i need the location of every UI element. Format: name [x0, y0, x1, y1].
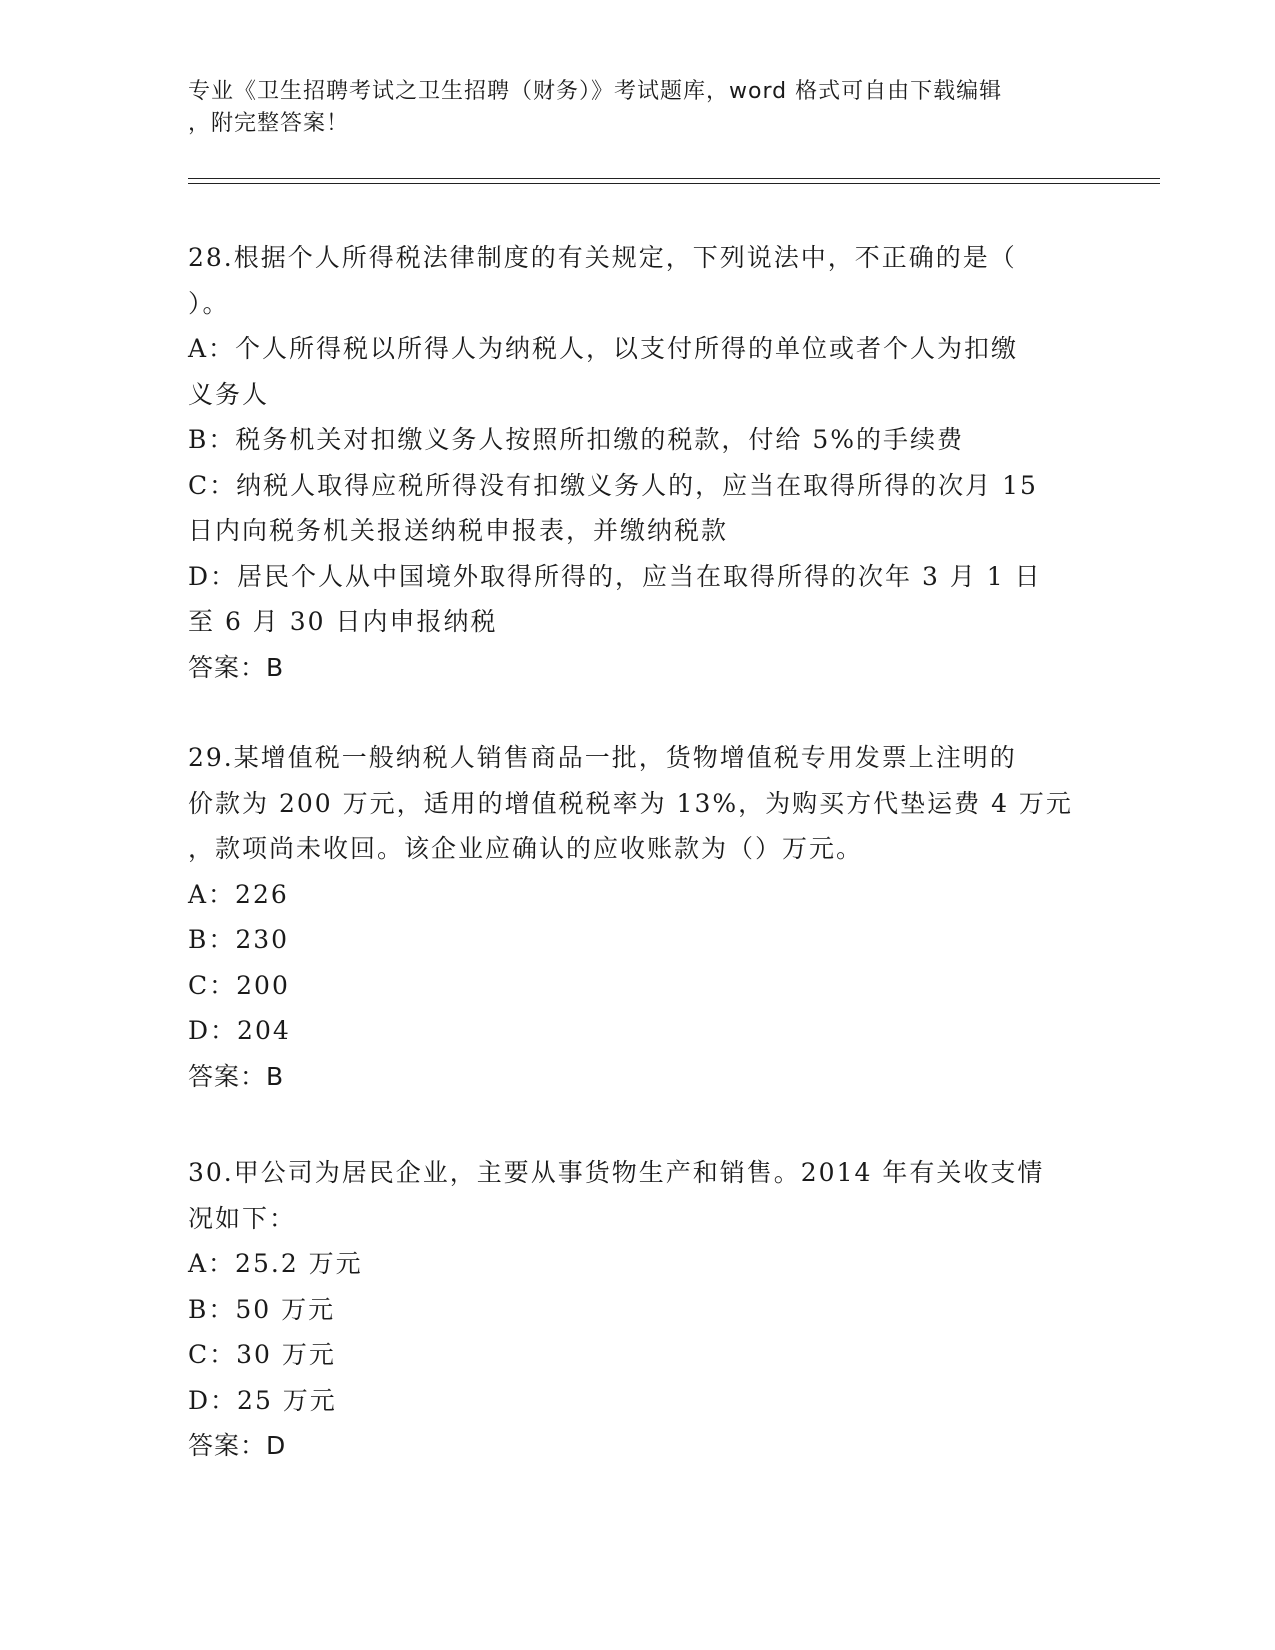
question-stem-line: 30.甲公司为居民企业，主要从事货物生产和销售。2014 年有关收支情 [188, 1158, 1045, 1187]
option-a: A：25.2 万元 [188, 1249, 363, 1278]
header-line-1: 专业《卫生招聘考试之卫生招聘（财务）》考试题库，word 格式可自由下载编辑 [188, 79, 1003, 104]
answer-label: 答案：B [188, 1061, 285, 1091]
option-a-line: A：个人所得税以所得人为纳税人，以支付所得的单位或者个人为扣缴 [188, 334, 1019, 363]
question-stem-line: 29.某增值税一般纳税人销售商品一批，货物增值税专用发票上注明的 [188, 743, 1017, 772]
option-c: C：200 [188, 970, 290, 1000]
option-c-line: C：纳税人取得应税所得没有扣缴义务人的，应当在取得所得的次月 15 [188, 470, 1038, 500]
option-c-line: 日内向税务机关报送纳税申报表，并缴纳税款 [188, 516, 729, 545]
option-a: A：226 [188, 879, 289, 909]
question-28 [188, 235, 1088, 690]
question-stem-line: 价款为 200 万元，适用的增值税税率为 13%，为购买方代垫运费 4 万元 [188, 788, 1073, 818]
question-stem-line: ）。 [188, 288, 230, 318]
option-d: D：25 万元 [188, 1385, 337, 1415]
question-stem-line: 况如下： [188, 1203, 297, 1233]
header-line-2: ，附完整答案！ [188, 111, 350, 136]
option-b: B：230 [188, 925, 290, 954]
question-stem-line: ，款项尚未收回。该企业应确认的应收账款为（）万元。 [188, 834, 864, 863]
option-d-line: 至 6 月 30 日内申报纳税 [188, 607, 498, 636]
option-a-line: 义务人 [188, 379, 270, 409]
answer-label: 答案：B [188, 652, 285, 682]
option-d-line: D：居民个人从中国境外取得所得的，应当在取得所得的次年 3 月 1 日 [188, 561, 1042, 591]
question-stem-line: 28.根据个人所得税法律制度的有关规定，下列说法中，不正确的是（ [188, 243, 1017, 272]
header-divider-top [188, 178, 1160, 179]
option-b: B：50 万元 [188, 1294, 336, 1324]
question-30 [188, 1150, 1088, 1469]
answer-label: 答案：D [188, 1431, 287, 1460]
header-divider-bottom [188, 183, 1160, 184]
option-c: C：30 万元 [188, 1340, 336, 1369]
option-b-line: B：税务机关对扣缴义务人按照所扣缴的税款，付给 5%的手续费 [188, 425, 964, 454]
document-header [188, 76, 1088, 140]
question-29 [188, 735, 1088, 1099]
option-d: D：204 [188, 1016, 291, 1045]
